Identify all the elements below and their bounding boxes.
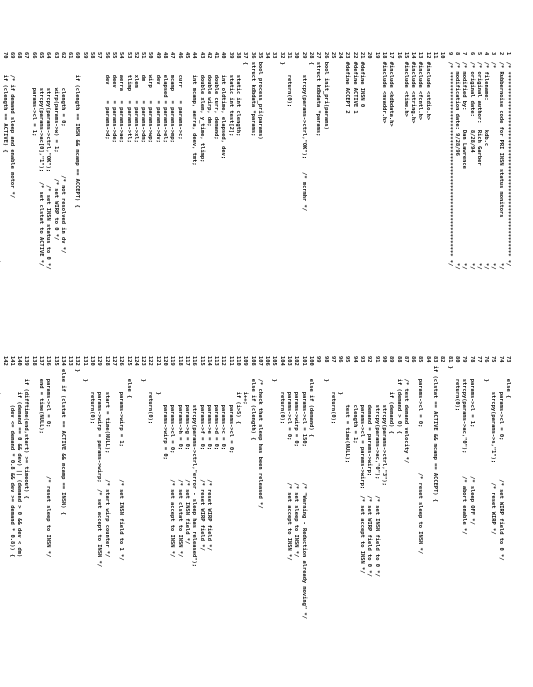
code-line: 32 } xyxy=(278,52,285,65)
code-line: 35 bool process_pri(params) xyxy=(256,52,263,140)
code-line: 102 params->wirp = 0; /* set sleep to INSN */ xyxy=(293,356,300,558)
code-line: 68 xyxy=(16,52,23,59)
code-line: 119 params->cl = 0; /* set accept to INSN */ xyxy=(169,356,176,558)
listing-left-column xyxy=(0,52,511,282)
code-line: 38 static int clength; xyxy=(235,52,242,137)
code-line: 8 /* modification date: 9/28/96 */ xyxy=(453,52,460,270)
code-line: 86 xyxy=(410,356,417,363)
code-line: 130 return(0); xyxy=(89,356,96,425)
code-line: 138 xyxy=(30,356,37,366)
code-line: 83 if (clstat == ACTIVE && mcamp == ACCEPT) { xyxy=(432,356,439,503)
code-line: 117 params->g = 0; /* set INSN field */ xyxy=(183,356,190,545)
code-line: 73 else { xyxy=(505,356,511,399)
code-line: 7 /* modified by: Dan Lawrence */ xyxy=(461,52,468,270)
listing-right-column xyxy=(0,356,511,619)
code-line: 11 xyxy=(432,52,439,59)
code-line: 23 #define ACCEPT 2 xyxy=(344,52,351,114)
code-line: 109 i++; xyxy=(242,356,249,405)
code-line: 22 #define ACTIVE 1 xyxy=(351,52,358,114)
code-line: 52 xlem = params->xl; xyxy=(132,52,139,143)
code-line: 31 return(0); xyxy=(286,52,293,108)
code-line: 43 double xlem, y_time, tlimp; xyxy=(198,52,205,163)
code-line: 3 /* */ xyxy=(490,52,497,270)
code-line: 135 xyxy=(52,356,59,366)
code-line: 90 strcpy(params->ctrl,"3"); xyxy=(380,356,387,486)
code-line: 2 /* Rubbernoise code for PRI INSN status monitors */ xyxy=(497,52,504,270)
code-line: 128 start = time(NULL); /* start wirp counter */ xyxy=(103,356,110,558)
code-line: 54 aerra = params->ae; xyxy=(118,52,125,143)
code-line: 110 if (i>5) { xyxy=(235,356,242,425)
code-line: 1 /* ********************************************************* */ xyxy=(505,52,511,267)
code-line: 99 xyxy=(315,356,322,363)
code-line: 30 xyxy=(293,52,300,59)
code-line: 76 } xyxy=(483,356,490,382)
code-line: 79 strcpy(params->ac,"0"); /* abort enable */ xyxy=(461,356,468,535)
code-line: 101 params->cl = 150; /* "Warning - Reduction already moving" */ xyxy=(300,356,307,619)
code-line: 25 xyxy=(329,52,336,59)
code-line: 87 /* test demand velocity */ xyxy=(402,356,409,464)
code-line: 62 clength = 0; /* not resolved in dv */ xyxy=(59,52,66,254)
code-line: 34 xyxy=(264,52,271,59)
code-line: 21 #define INSN 0 xyxy=(359,52,366,108)
code-line: 58 xyxy=(89,52,96,59)
code-line: 123 } xyxy=(140,356,147,382)
code-line: 94 clength = 1; xyxy=(351,356,358,444)
code-line: 50 wirp = params->wp; xyxy=(147,52,154,143)
code-line: 19 xyxy=(373,52,380,59)
code-line: 51 dm = params->dm; xyxy=(140,52,147,143)
code-line: 140 if (demand == 0 && dev) || (demand > 0 && dev < dm) xyxy=(16,356,23,558)
code-line: 49 dev = params->dv; xyxy=(154,52,161,143)
code-line: 16 xyxy=(395,52,402,59)
code-line: 39 static int test[2]; xyxy=(227,52,234,137)
code-line: 55 deev = params->de; xyxy=(110,52,117,143)
code-line: 88 if (demand > 0) { xyxy=(395,356,402,434)
code-line: 122 return(0); xyxy=(147,356,154,425)
code-line: 13 #include <fcntl.h> xyxy=(417,52,424,121)
code-line: 33 xyxy=(271,52,278,59)
code-line: 61 xyxy=(67,52,74,59)
code-line: 12 #include <stdio.h> xyxy=(424,52,431,121)
code-line: 63 wirp(params->w) = 1; /* set WIRP to 0 */ xyxy=(52,52,59,241)
code-line: 112 params->c = 0; xyxy=(220,356,227,451)
code-line: 80 return(0); xyxy=(453,356,460,412)
code-line: 29 strcpy(params->ctrl,"OK"); /* mcrmhr */ xyxy=(300,52,307,212)
code-line: 18 #include <nvaddr.h> xyxy=(380,52,387,124)
code-line: 57 xyxy=(96,52,103,59)
code-line: 125 else { xyxy=(125,356,132,399)
code-line: 120 params->wirp = 0; xyxy=(162,356,169,460)
code-line: 65 strcpy(params->ac[0],"1"); /* set clstat to ACTIVE */ xyxy=(38,52,44,267)
code-line: 59 xyxy=(81,52,88,59)
code-line: 44 int mcamp, aerra, deev, tmt; xyxy=(191,52,198,166)
code-line: 139 if (difftime(end,start) >= timeout) { xyxy=(23,356,30,499)
code-line: 84 xyxy=(424,356,431,363)
code-line: 124 xyxy=(132,356,139,366)
code-line: 141 (dev <= demand * 0.8 && dev >= demand * 0.8)) { xyxy=(8,356,15,558)
code-line: 106 xyxy=(264,356,271,366)
code-line: 27 struct kdbdata *params; xyxy=(315,52,322,137)
code-line: 105 } xyxy=(271,356,278,382)
code-line: 69 /* if demand sleep and enable motor */ xyxy=(8,52,15,199)
code-line: 97 return(0); xyxy=(329,356,336,425)
code-line: 98 } xyxy=(322,356,329,382)
code-line: 81 } xyxy=(446,356,453,369)
code-line: 56 dev = params->d; xyxy=(103,52,110,140)
code-line: 4 /* filename: kdb.c */ xyxy=(483,52,490,270)
code-line: 95 test = time(NULL); xyxy=(344,356,351,464)
code-line: 82 xyxy=(439,356,446,363)
code-line: 37 { xyxy=(242,52,249,65)
code-line: 89 if (demand) { xyxy=(388,356,395,434)
code-line: 20 xyxy=(366,52,373,59)
code-line: 127 xyxy=(110,356,117,366)
code-line: 107 /* check that sleep has been released */ xyxy=(256,356,263,509)
code-line: 96 } xyxy=(337,356,344,395)
code-line: 46 curr = params->c; xyxy=(176,52,183,140)
code-line: 14 #include <string.h> xyxy=(410,52,417,124)
code-line: 136 params->cl = 0; /* reset sleep to INSN */ xyxy=(45,356,52,558)
code-line: 104 return(0); xyxy=(278,356,285,425)
code-line: 26 bool init_pri(params) xyxy=(322,52,329,130)
code-line: 78 params->cl = 1; /* sleep OFF */ xyxy=(468,356,475,525)
code-line: 133 xyxy=(67,356,74,366)
code-line: 137 end = time(NULL); xyxy=(38,356,44,434)
code-line: 100 else if (demand) { xyxy=(307,356,314,438)
code-line: 64 strcpy(params->ctrl,"OK"); /* set INSN status to 0 */ xyxy=(45,52,52,270)
code-line: 53 tlimp = params->tl; xyxy=(125,52,132,143)
code-line: 91 strcpy(params->ac,"0"); /* set INSN field to 0 */ xyxy=(373,356,380,577)
code-line: 66 params->cl = 1; xyxy=(30,52,37,137)
code-line: 132 } xyxy=(74,356,81,373)
code-line: 103 params->cl = 0; /* set accept to INSN */ xyxy=(286,356,293,561)
code-line: 67 xyxy=(23,52,30,59)
code-line: 114 params->e = 0; /* reset WIRP field */ xyxy=(205,356,212,551)
code-line: 45 xyxy=(183,52,190,59)
code-line: 108 else if (clength) { xyxy=(249,356,256,441)
code-line: 115 params->f = 0; /* reset WIRP field */ xyxy=(198,356,205,551)
code-line: 40 int oldtime, elapsed, dev; xyxy=(220,52,227,160)
code-line: 111 params->cl = 0; xyxy=(227,356,234,454)
code-line: 77 xyxy=(475,356,482,363)
code-line: 85 params->cl = 0; /* reset sleep to INSN */ xyxy=(417,356,424,554)
code-line: 17 #include <kdbdata.h> xyxy=(388,52,395,127)
code-line: 116 strcpy(params->ctrl,"error - sleep has released"); xyxy=(191,356,198,567)
code-line: 126 params->wirp = 1; /* set INSN field to 1 */ xyxy=(118,356,125,561)
code-line: 36 struct kdbdata *params; xyxy=(249,52,256,137)
code-line: 28 { xyxy=(307,52,314,65)
code-line: 75 strcpy(params->s,"1"); /* reset WIRP */ xyxy=(490,356,497,535)
code-line: 70 if (clength == ACTIVE) { xyxy=(1,52,8,153)
code-line: 134 else if (clstat == ACTIVE && mcamp == INSN) { xyxy=(59,356,66,516)
code-line: 41 double curr, demand; xyxy=(213,52,220,140)
code-line: 131 } xyxy=(81,356,88,382)
code-line: 6 /* original date: 8/28/94 */ xyxy=(468,52,475,270)
code-line: 24 xyxy=(337,52,344,59)
code-line: 121 } xyxy=(154,356,161,395)
code-line: 9 /* ********************************************************* */ xyxy=(446,52,453,267)
code-line: 60 if (clength == INSN && mcamp == ACCEPT) { xyxy=(74,52,81,208)
code-line: 15 #include <time.h> xyxy=(402,52,409,117)
code-line: 113 params->d = 0; xyxy=(213,356,220,451)
code-line: 5 /* original author: Rich Garber */ xyxy=(475,52,482,270)
code-line: 142 xyxy=(1,356,8,366)
code-line: 42 double wirp, dm; xyxy=(205,52,212,127)
code-line: 47 mcamp = params->mp; xyxy=(169,52,176,143)
code-line: 10 xyxy=(439,52,446,59)
code-line: 118 params->h = 0; /* set clstat to INSN */ xyxy=(176,356,183,558)
code-line: 48 elapsed = params->el; xyxy=(162,52,169,143)
code-line: 93 params->cl = params->wirp; /* set accept to INSN */ xyxy=(359,356,366,574)
code-line: 74 params->cl = 0; /* set WIRP field to 0 */ xyxy=(497,356,504,561)
code-line: 92 demand = params->wirp; /* set WIRP field to 0 */ xyxy=(366,356,373,577)
code-line: 129 params->wirp = params->wirp; /* set accept to INSN */ xyxy=(96,356,103,567)
